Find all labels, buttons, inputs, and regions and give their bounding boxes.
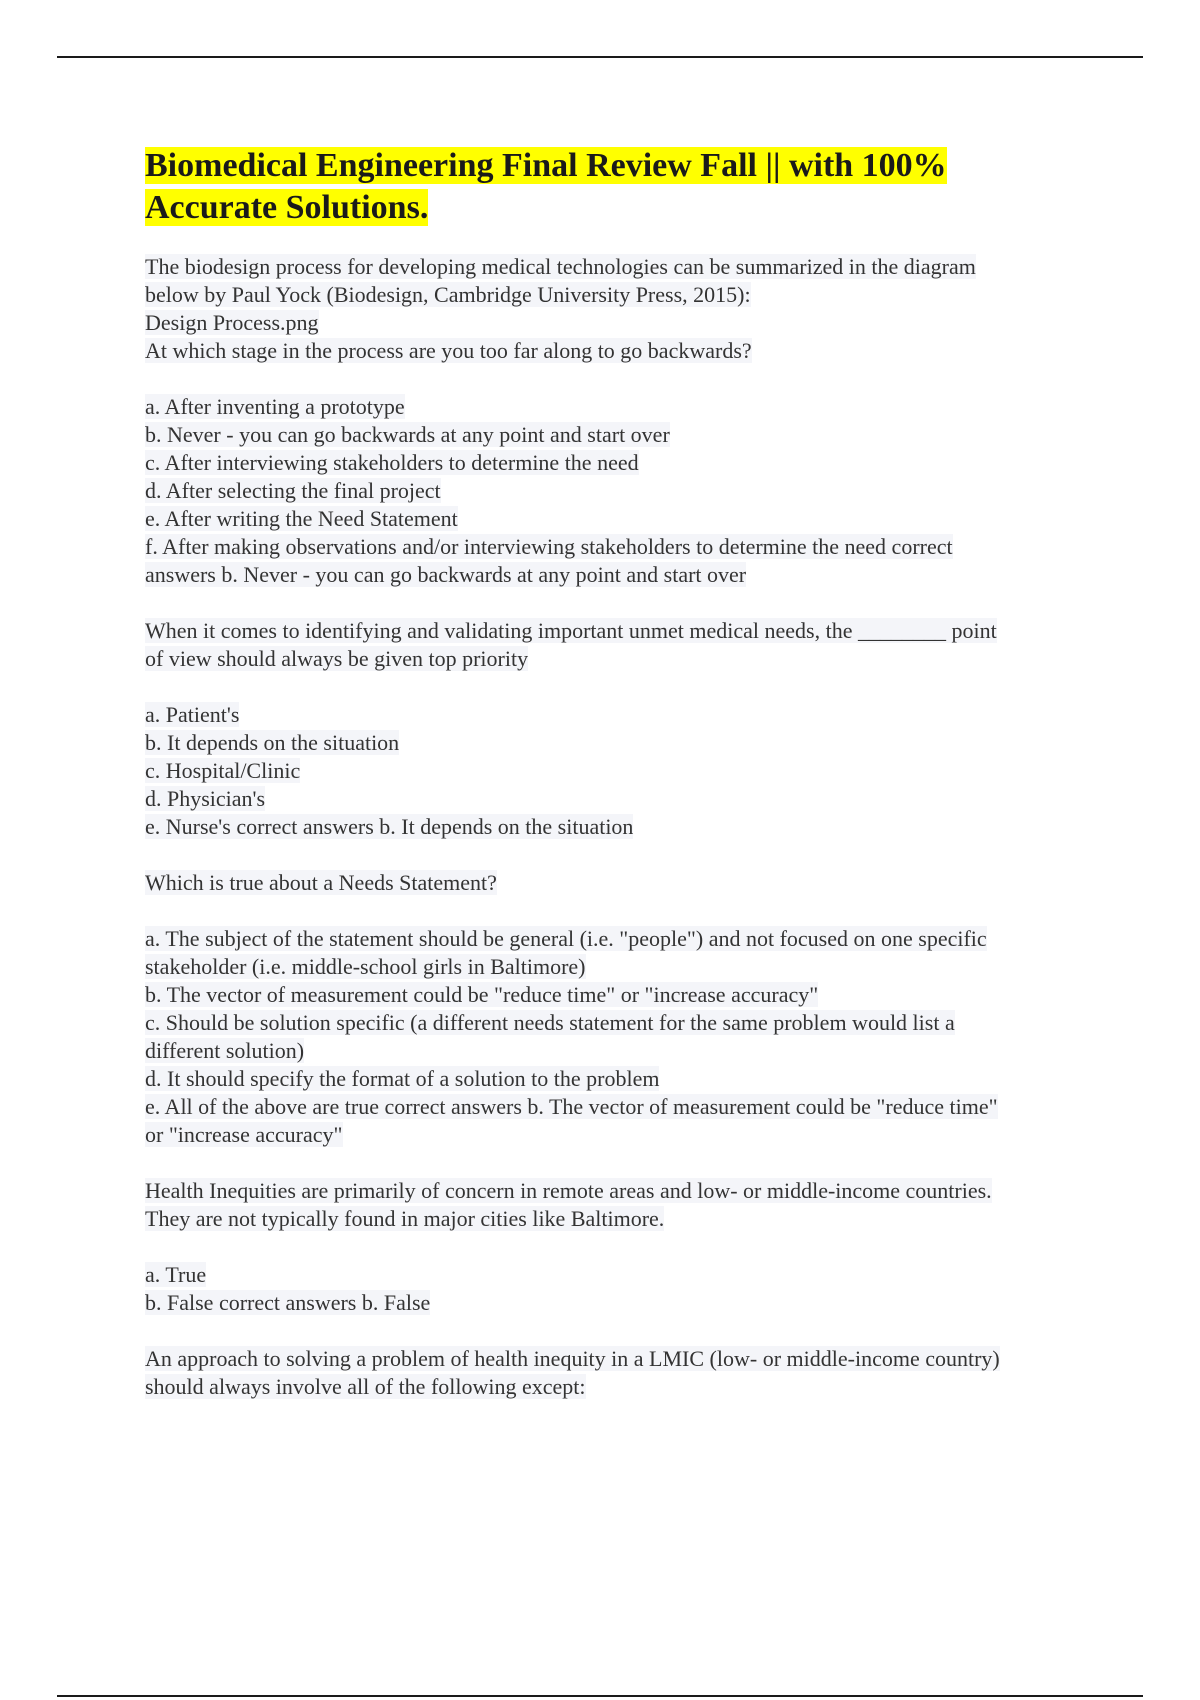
answers-2 — [145, 701, 1095, 841]
answer-option: a. After inventing a prototype — [145, 394, 405, 419]
answer-option: b. Never - you can go backwards at any point and start over — [145, 422, 670, 447]
answer-option: stakeholder (i.e. middle-school girls in Baltimore) — [145, 954, 586, 979]
image-filename: Design Process.png — [145, 310, 319, 335]
correct-answer: e. Nurse's correct answers b. It depends on the situation — [145, 814, 634, 839]
text-line: An approach to solving a problem of health inequity in a LMIC (low- or middle-income country) — [145, 1346, 1000, 1371]
correct-answer: e. All of the above are true correct answers b. The vector of measurement could be "reduce time" — [145, 1094, 998, 1119]
question-2 — [145, 617, 1095, 673]
answer-option: a. The subject of the statement should be general (i.e. "people") and not focused on one specific — [145, 926, 987, 951]
text-line: When it comes to identifying and validating important unmet medical needs, the ________ point — [145, 618, 997, 643]
answer-option: different solution) — [145, 1038, 305, 1063]
question-1 — [145, 253, 1095, 365]
answer-option: a. Patient's — [145, 702, 240, 727]
answer-option: d. After selecting the final project — [145, 478, 441, 503]
correct-answer: b. False correct answers b. False — [145, 1290, 431, 1315]
title-line-1: Biomedical Engineering Final Review Fall || with 100% — [145, 147, 947, 184]
answers-4 — [145, 1261, 1095, 1317]
document-body — [145, 145, 1095, 1429]
document-title — [145, 145, 1095, 229]
answer-option: a. True — [145, 1262, 207, 1287]
text-line: They are not typically found in major cities like Baltimore. — [145, 1206, 665, 1231]
top-rule — [57, 56, 1143, 58]
answer-option: d. It should specify the format of a solution to the problem — [145, 1066, 660, 1091]
answers-1 — [145, 393, 1095, 589]
answer-option: b. It depends on the situation — [145, 730, 400, 755]
answer-option: c. Hospital/Clinic — [145, 758, 301, 783]
text-line: Which is true about a Needs Statement? — [145, 870, 497, 895]
answer-option: c. Should be solution specific (a different needs statement for the same problem would list a — [145, 1010, 955, 1035]
answers-3 — [145, 925, 1095, 1149]
text-line: of view should always be given top priority — [145, 646, 529, 671]
answer-option: d. Physician's — [145, 786, 266, 811]
answer-option: c. After interviewing stakeholders to determine the need — [145, 450, 639, 475]
bottom-rule — [57, 1695, 1143, 1697]
correct-answer: or "increase accuracy" — [145, 1122, 343, 1147]
text-line: The biodesign process for developing medical technologies can be summarized in the diagram — [145, 254, 976, 279]
answer-option: f. After making observations and/or interviewing stakeholders to determine the need correct — [145, 534, 953, 559]
text-line: At which stage in the process are you too far along to go backwards? — [145, 338, 752, 363]
correct-answer: answers b. Never - you can go backwards at any point and start over — [145, 562, 747, 587]
answer-option: b. The vector of measurement could be "reduce time" or "increase accuracy" — [145, 982, 819, 1007]
question-5 — [145, 1345, 1095, 1401]
answer-option: e. After writing the Need Statement — [145, 506, 458, 531]
title-line-2: Accurate Solutions. — [145, 189, 429, 226]
text-line: below by Paul Yock (Biodesign, Cambridge University Press, 2015): — [145, 282, 751, 307]
question-4 — [145, 1177, 1095, 1233]
text-line: Health Inequities are primarily of concern in remote areas and low- or middle-income countries. — [145, 1178, 992, 1203]
question-3 — [145, 869, 1095, 897]
text-line: should always involve all of the following except: — [145, 1374, 586, 1399]
